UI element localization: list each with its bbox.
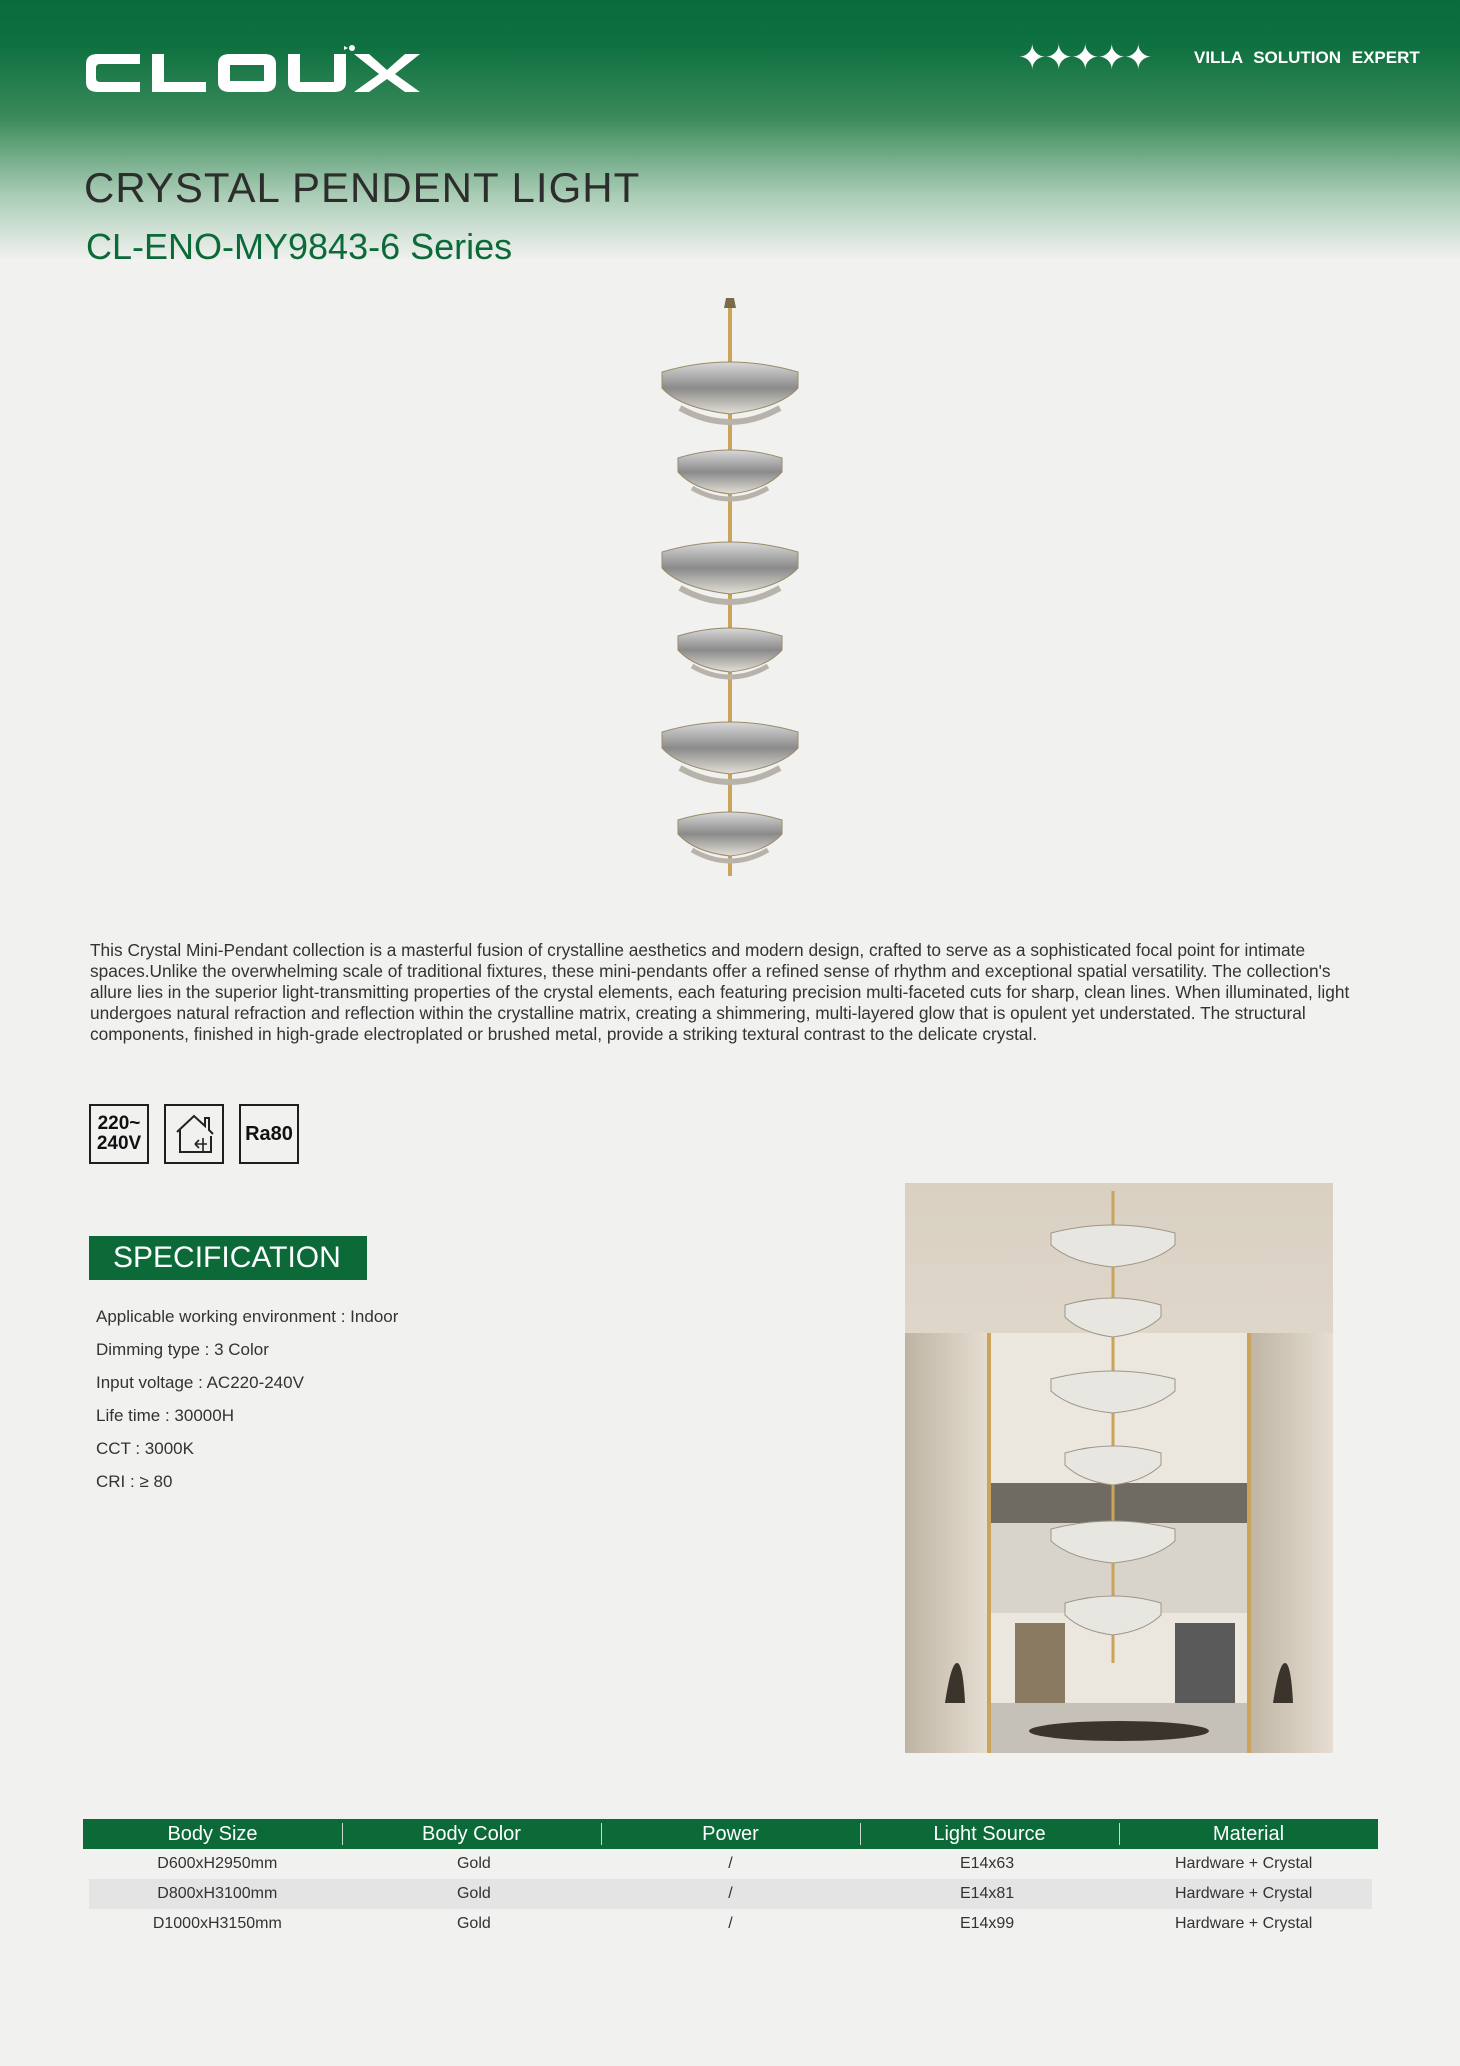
column-header: Light Source: [860, 1819, 1119, 1849]
table-cell: Gold: [456, 1855, 491, 1872]
table-cell: D600xH2950mm: [157, 1855, 278, 1872]
spec-item: CCT : 3000K: [96, 1439, 194, 1458]
table-cell: Hardware + Crystal: [1174, 1915, 1313, 1932]
spec-list: [96, 1300, 398, 1498]
spec-item: Applicable working environment : Indoor: [96, 1307, 399, 1326]
spec-table: [83, 1819, 1378, 1939]
table-cell: /: [728, 1885, 733, 1902]
spec-item: CRI : ≥ 80: [96, 1472, 173, 1491]
table-cell: D800xH3100mm: [157, 1885, 278, 1902]
voltage-line1: 220~: [97, 1113, 141, 1134]
room-scene-image: [905, 1183, 1333, 1753]
table-row: [89, 1879, 1372, 1909]
table-cell: Gold: [456, 1915, 491, 1932]
header-background: [0, 0, 1460, 260]
column-header: Material: [1119, 1819, 1378, 1849]
table-row: [89, 1909, 1372, 1939]
voltage-badge: [89, 1104, 149, 1164]
column-header: Body Size: [167, 1823, 258, 1845]
spec-item: Dimming type : 3 Color: [96, 1340, 269, 1359]
table-row: [89, 1849, 1372, 1879]
table-cell: Gold: [456, 1885, 491, 1902]
series-subtitle: CL-ENO-MY9843-6 Series: [86, 226, 513, 267]
table-cell: E14x81: [959, 1885, 1015, 1902]
chandelier-product-image: [640, 296, 820, 896]
table-cell: D1000xH3150mm: [152, 1915, 282, 1932]
brand-tagline: VILLA SOLUTION EXPERT: [1194, 48, 1420, 67]
table-cell: /: [728, 1855, 733, 1872]
cri-badge: Ra80: [239, 1104, 299, 1164]
table-cell: Hardware + Crystal: [1174, 1885, 1313, 1902]
table-cell: E14x63: [959, 1855, 1015, 1872]
voltage-line2: 240V: [96, 1133, 142, 1154]
table-cell: E14x99: [959, 1915, 1015, 1932]
indoor-badge: [164, 1104, 224, 1164]
indoor-house-icon: [171, 1112, 217, 1156]
table-cell: Hardware + Crystal: [1174, 1855, 1313, 1872]
column-header: Power: [601, 1819, 860, 1849]
spec-item: Input voltage : AC220-240V: [96, 1373, 304, 1392]
specification-heading: SPECIFICATION: [89, 1236, 367, 1280]
table-cell: /: [728, 1915, 733, 1932]
page-title: CRYSTAL PENDENT LIGHT: [84, 164, 641, 211]
cloux-logo: [82, 42, 442, 102]
column-header: Body Color: [342, 1819, 601, 1849]
rating-stars: ✦✦✦✦✦: [1018, 39, 1151, 77]
product-description: This Crystal Mini-Pendant collection is a masterful fusion of crystalline aesthetics and modern design, crafted to serve as a sophisticated focal point for intimate spaces.Unlike the overwhelming scale of traditional fixtures, these mini-pendants offer a refined sense of rhythm and exceptional spatial versatility. The collection's allure lies in the superior light-transmitting properties of the crystal elements, each featuring precision multi-faceted cuts for sharp, clean lines. When illuminated, light undergoes natural refraction and reflection within the crystalline matrix, creating a shimmering, multi-layered glow that is opulent yet understated. The structural components, finished in high-grade electroplated or brushed metal, provide a striking textural contrast to the delicate crystal.: [90, 940, 1350, 1044]
spec-item: Life time : 30000H: [96, 1406, 234, 1425]
table-header: [83, 1819, 1378, 1849]
